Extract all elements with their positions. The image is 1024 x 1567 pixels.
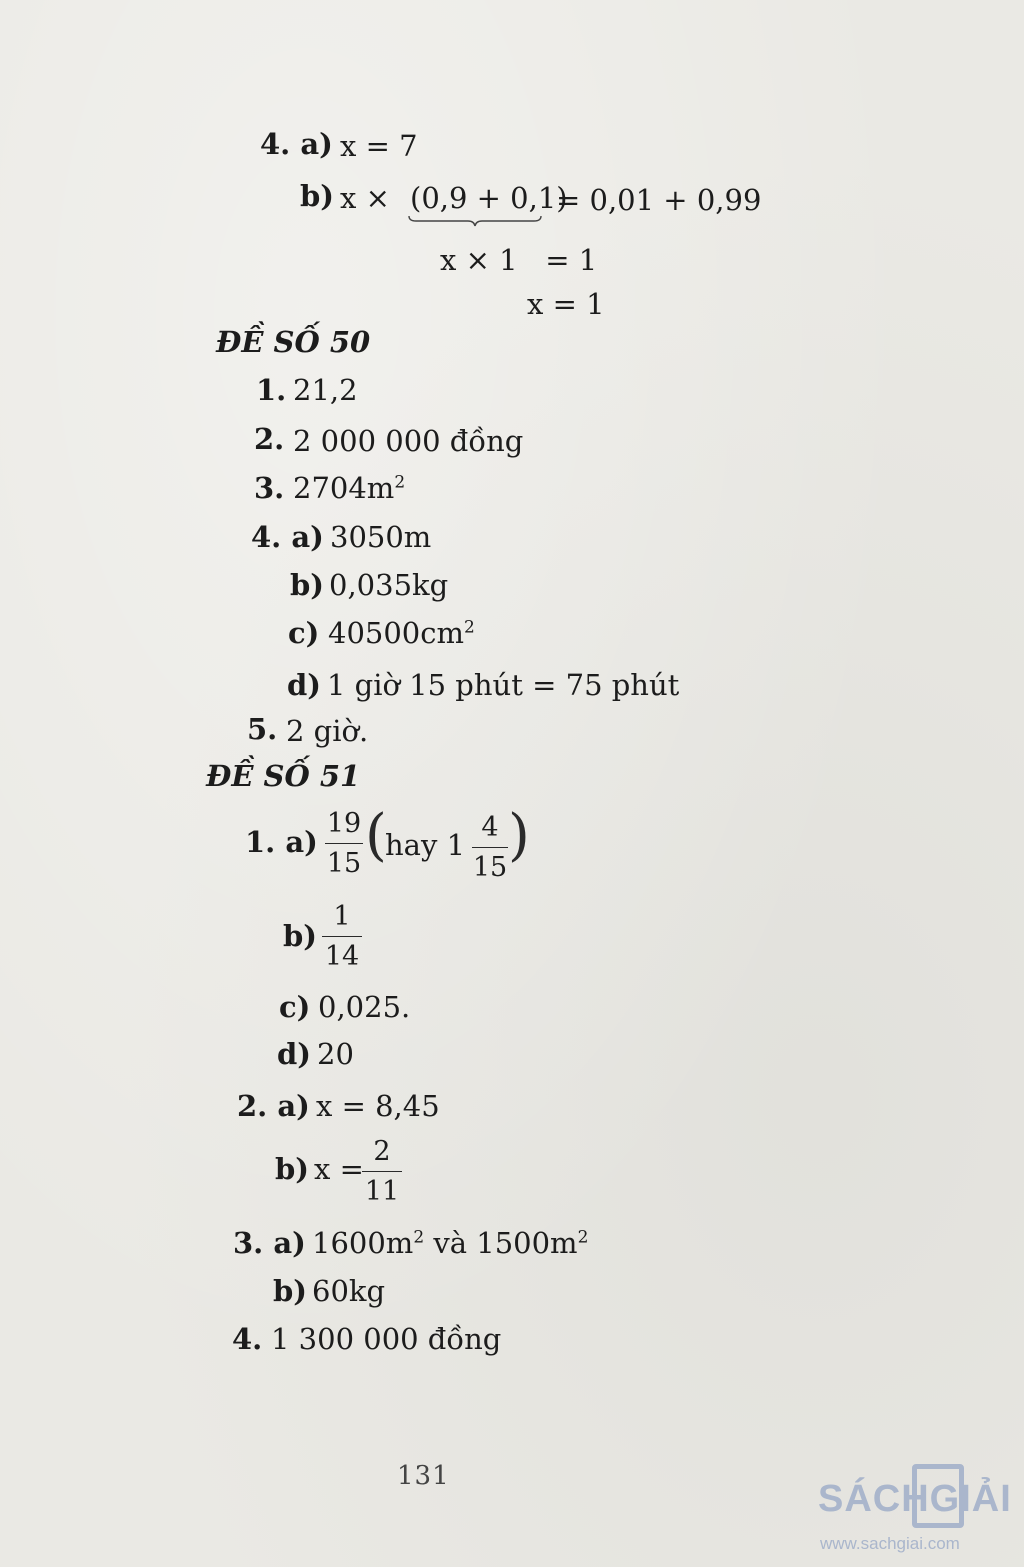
q4b-step3: x = 1 — [527, 287, 605, 321]
ex51-q3b-answer: 60kg — [312, 1274, 386, 1308]
ex51-q2a-answer: x = 8,45 — [316, 1089, 440, 1123]
ex50-q2-label: 2. — [254, 422, 285, 456]
q4a-answer: x = 7 — [340, 129, 418, 163]
ex51-q1c-answer: 0,025. — [318, 990, 411, 1024]
fraction-2-11: 2 11 — [362, 1138, 402, 1205]
ex50-q5-answer: 2 giờ. — [286, 714, 369, 748]
ex51-q4-label: 4. — [232, 1322, 263, 1356]
watermark-brand: SÁCHGIẢI — [818, 1478, 1012, 1520]
ex50-q2-answer: 2 000 000 đồng — [293, 424, 524, 458]
ex50-q4c-label: c) — [288, 616, 320, 650]
watermark-url: www.sachgiai.com — [820, 1534, 960, 1553]
ex51-q1a-hay: hay 1 — [385, 828, 466, 862]
q4b-label: b) — [300, 179, 334, 213]
watermark-logo — [818, 1462, 1024, 1562]
ex50-q4a-answer: 3050m — [330, 520, 432, 554]
ex50-q5-label: 5. — [247, 712, 278, 746]
ex50-q4a-label: 4. a) — [251, 520, 324, 554]
ex51-q4-answer: 1 300 000 đồng — [271, 1322, 502, 1356]
ex51-q2b-label: b) — [275, 1152, 309, 1186]
close-paren: ) — [508, 803, 530, 868]
ex50-q4b-label: b) — [290, 568, 324, 602]
fraction-1-14: 1 14 — [322, 903, 362, 970]
ex51-q1b-label: b) — [283, 919, 317, 953]
ex50-q1-label: 1. — [256, 373, 287, 407]
ex51-q1c-label: c) — [279, 990, 311, 1024]
ex50-q4b-answer: 0,035kg — [329, 568, 449, 602]
page-number: 131 — [397, 1461, 450, 1491]
q4b-step2: x × 1 = 1 — [440, 243, 598, 277]
ex50-q3-answer: $2704m^2$ — [293, 471, 406, 505]
ex50-q1-answer: 21,2 — [293, 373, 358, 407]
q4b-left: x × — [340, 181, 390, 215]
ex51-q3a-answer: $1600m^2$ và $1500m^2$ — [312, 1226, 589, 1260]
exam-51-heading: ĐỀ SỐ 51 — [206, 759, 361, 793]
ex51-q2b-x: x = — [314, 1152, 364, 1186]
fraction-4-15: 4 15 — [472, 812, 508, 883]
open-paren: ( — [365, 803, 387, 868]
underbrace-icon — [408, 215, 542, 227]
q4a-label: 4. a) — [260, 127, 333, 161]
ex51-q3b-label: b) — [273, 1274, 307, 1308]
ex50-q3-label: 3. — [254, 471, 285, 505]
ex50-q4d-label: d) — [287, 668, 321, 702]
ex51-q1d-answer: 20 — [317, 1037, 354, 1071]
q4b-right: = 0,01 + 0,99 — [556, 183, 762, 217]
fraction-19-15: 19 15 — [326, 808, 362, 879]
ex51-q1d-label: d) — [277, 1037, 311, 1071]
exam-50-heading: ĐỀ SỐ 50 — [216, 325, 371, 359]
ex50-q4d-answer: 1 giờ 15 phút = 75 phút — [327, 668, 680, 702]
ex51-q2a-label: 2. a) — [237, 1089, 310, 1123]
ex50-q4c-answer: $40500cm^2$ — [328, 616, 475, 650]
q4b-paren: (0,9 + 0,1) — [410, 181, 568, 215]
ex51-q1a-label: 1. a) — [245, 825, 318, 859]
ex51-q3a-label: 3. a) — [233, 1226, 306, 1260]
